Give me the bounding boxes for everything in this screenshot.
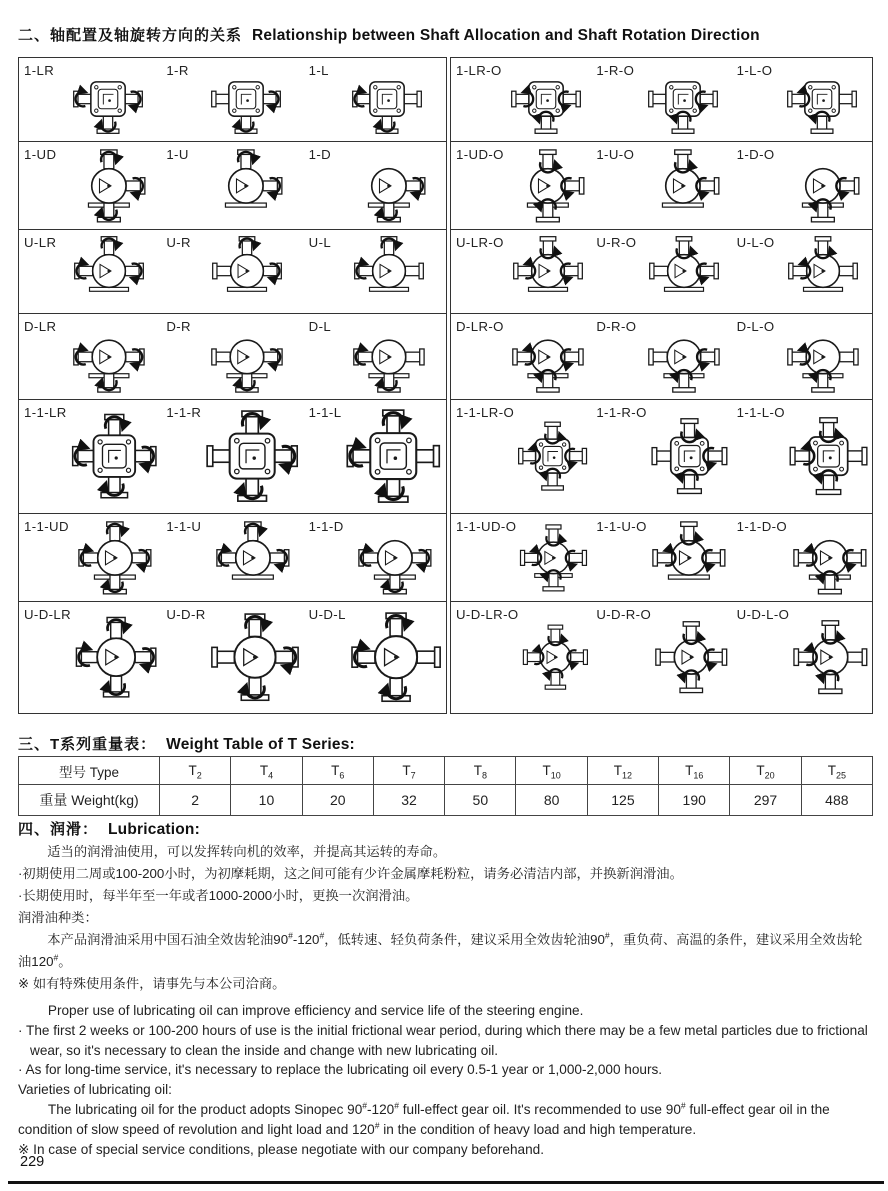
gearbox-diagram bbox=[644, 317, 724, 397]
lubrication-line: ·初期使用二周或100-200小时，为初摩耗期，这之间可能有少许金属摩耗粉粒，请务必清洁内部，并换新润滑油。 bbox=[18, 866, 683, 881]
shaft-config-label: D-L-O bbox=[736, 319, 775, 334]
shaft-config-cell-U-L-O bbox=[732, 230, 872, 313]
gearbox-diagram bbox=[514, 403, 591, 509]
gearbox-diagram-wrap bbox=[775, 142, 872, 229]
gearbox-diagram-wrap bbox=[502, 58, 592, 141]
shaft-config-row bbox=[19, 513, 446, 601]
gearbox-diagram-wrap bbox=[775, 230, 872, 313]
shaft-config-label: 1-1-L bbox=[308, 405, 342, 420]
shaft-config-label: 1-1-R-O bbox=[596, 405, 647, 420]
shaft-config-label: 1-U bbox=[166, 147, 189, 162]
gearbox-diagram-wrap bbox=[636, 314, 731, 399]
shaft-config-label: U-D-L bbox=[308, 607, 346, 622]
gearbox-diagram bbox=[70, 232, 148, 310]
section3-heading bbox=[18, 733, 355, 754]
type-cell: $T_7$ bbox=[373, 757, 444, 785]
gearbox-diagram bbox=[785, 403, 872, 509]
shaft-config-label: U-R bbox=[166, 235, 191, 250]
lubrication-text-chinese bbox=[18, 841, 874, 995]
weight-table-weight-row bbox=[19, 785, 873, 816]
gearbox-diagram-wrap bbox=[341, 400, 446, 513]
shaft-config-cell-U-D-R bbox=[161, 602, 303, 713]
shaft-config-label: D-R-O bbox=[596, 319, 637, 334]
gearbox-diagram bbox=[516, 517, 591, 599]
type-cell: $T_{12}$ bbox=[587, 757, 658, 785]
weight-row-header: 重量 Weight(kg) bbox=[19, 785, 160, 816]
shaft-config-label: U-D-R-O bbox=[596, 607, 652, 622]
shaft-config-row bbox=[19, 229, 446, 313]
shaft-config-label: 1-1-LR-O bbox=[456, 405, 515, 420]
shaft-config-cell-1-UD bbox=[19, 142, 161, 229]
gearbox-diagram-wrap bbox=[56, 230, 161, 313]
lubrication-line: ·长期使用时，每半年至一年或者1000-2000小时，更换一次润滑油。 bbox=[18, 888, 419, 903]
gearbox-diagram bbox=[71, 605, 161, 709]
weight-cell: 190 bbox=[659, 785, 730, 816]
shaft-config-cell-1-L-O bbox=[732, 58, 872, 141]
shaft-config-cell-1-U-O bbox=[591, 142, 731, 229]
shaft-config-row bbox=[451, 141, 872, 229]
gearbox-diagram-wrap bbox=[651, 602, 732, 713]
shaft-config-cell-1-1-U bbox=[161, 514, 303, 601]
lubrication-line: 适当的润滑油使用，可以发挥转向机的效率，并提高其运转的寿命。 bbox=[47, 844, 447, 859]
gearbox-diagram bbox=[645, 232, 723, 310]
shaft-config-cell-1-1-U-O bbox=[591, 514, 731, 601]
shaft-config-row bbox=[19, 399, 446, 513]
shaft-config-row bbox=[451, 601, 872, 713]
weight-table-type-row bbox=[19, 757, 873, 785]
section2-heading-zh: 二、轴配置及轴旋转方向的关系 bbox=[18, 27, 243, 44]
weight-cell: 488 bbox=[801, 785, 872, 816]
shaft-config-row bbox=[19, 601, 446, 713]
shaft-config-cell-U-D-LR bbox=[19, 602, 161, 713]
shaft-config-label: 1-L bbox=[308, 63, 329, 78]
shaft-config-label: 1-1-U-O bbox=[596, 519, 647, 534]
shaft-config-panel-left bbox=[18, 57, 447, 714]
gearbox-diagram bbox=[789, 517, 871, 599]
shaft-config-cell-D-LR bbox=[19, 314, 161, 399]
weight-table bbox=[18, 756, 873, 816]
gearbox-diagram bbox=[519, 605, 592, 709]
weight-cell: 2 bbox=[160, 785, 231, 816]
shaft-config-label: 1-1-L-O bbox=[736, 405, 785, 420]
type-row-header: 型号 Type bbox=[19, 757, 160, 785]
shaft-config-cell-1-LR-O bbox=[451, 58, 591, 141]
gearbox-diagram bbox=[644, 60, 722, 138]
shaft-config-cell-U-LR bbox=[19, 230, 161, 313]
gearbox-diagram-wrap bbox=[71, 602, 161, 713]
gearbox-diagram bbox=[208, 232, 286, 310]
weight-cell: 32 bbox=[373, 785, 444, 816]
gearbox-diagram-wrap bbox=[504, 230, 592, 313]
shaft-config-cell-1-1-UD-O bbox=[451, 514, 591, 601]
type-cell: $T_8$ bbox=[445, 757, 516, 785]
lubrication-line: · The first 2 weeks or 100-200 hours of use is the initial frictional wear period, during which there may be a few metal particles due to frictional wear, so it's necessary to clean the inside and change with new lubricating oil. bbox=[18, 1022, 868, 1058]
gearbox-diagram bbox=[205, 145, 287, 227]
shaft-config-row bbox=[451, 313, 872, 399]
gearbox-diagram-wrap bbox=[346, 602, 446, 713]
gearbox-diagram bbox=[201, 403, 303, 509]
gearbox-diagram-wrap bbox=[789, 602, 872, 713]
shaft-config-cell-D-R bbox=[161, 314, 303, 399]
section3-heading-en: Weight Table of T Series: bbox=[166, 736, 355, 753]
shaft-config-cell-1-1-UD bbox=[19, 514, 161, 601]
section3-heading-zh: 三、T系列重量表： bbox=[18, 736, 157, 753]
type-cell: $T_{20}$ bbox=[730, 757, 801, 785]
shaft-config-label: U-D-L-O bbox=[736, 607, 790, 622]
lubrication-line: ※ 如有特殊使用条件，请事先与本公司洽商。 bbox=[18, 976, 286, 991]
gearbox-diagram-wrap bbox=[331, 230, 446, 313]
gearbox-diagram bbox=[348, 145, 430, 227]
shaft-config-label: U-R-O bbox=[596, 235, 637, 250]
shaft-config-label: D-R bbox=[166, 319, 191, 334]
lubrication-line: 润滑油种类： bbox=[18, 910, 98, 925]
gearbox-diagram bbox=[789, 605, 872, 709]
lubrication-line: · As for long-time service, it's necessary to replace the lubricating oil every 0.5-1 year or 1,000-2,000 hours. bbox=[18, 1062, 663, 1078]
gearbox-diagram-wrap bbox=[504, 314, 592, 399]
shaft-config-label: 1-1-LR bbox=[24, 405, 67, 420]
shaft-config-cell-1-1-D-O bbox=[732, 514, 872, 601]
lubrication-text-english bbox=[18, 1001, 874, 1159]
gearbox-diagram bbox=[74, 517, 156, 599]
shaft-config-cell-1-L bbox=[304, 58, 446, 141]
page-bottom-rule bbox=[8, 1181, 884, 1184]
shaft-config-row bbox=[451, 229, 872, 313]
type-cell: $T_{16}$ bbox=[659, 757, 730, 785]
shaft-config-row bbox=[451, 399, 872, 513]
gearbox-diagram-wrap bbox=[647, 514, 732, 601]
gearbox-diagram-wrap bbox=[206, 602, 304, 713]
gearbox-diagram bbox=[341, 403, 446, 509]
gearbox-diagram-wrap bbox=[331, 314, 446, 399]
shaft-config-label: 1-L-O bbox=[736, 63, 773, 78]
gearbox-diagram bbox=[784, 232, 862, 310]
shaft-config-label: 1-UD-O bbox=[456, 147, 504, 162]
shaft-config-cell-1-LR bbox=[19, 58, 161, 141]
shaft-config-cell-U-L bbox=[304, 230, 446, 313]
gearbox-diagram bbox=[651, 605, 732, 709]
shaft-config-cell-U-R-O bbox=[591, 230, 731, 313]
gearbox-diagram-wrap bbox=[189, 142, 304, 229]
shaft-config-label: 1-UD bbox=[24, 147, 57, 162]
shaft-config-label: D-L bbox=[308, 319, 332, 334]
shaft-config-label: D-LR-O bbox=[456, 319, 504, 334]
gearbox-diagram bbox=[68, 145, 150, 227]
shaft-config-label: D-LR bbox=[24, 319, 57, 334]
shaft-config-cell-1-U bbox=[161, 142, 303, 229]
shaft-config-cell-U-D-LR-O bbox=[451, 602, 591, 713]
shaft-config-cell-1-1-D bbox=[304, 514, 446, 601]
shaft-config-cell-1-1-L-O bbox=[732, 400, 872, 513]
shaft-config-cell-D-R-O bbox=[591, 314, 731, 399]
shaft-config-label: U-LR-O bbox=[456, 235, 504, 250]
gearbox-diagram-wrap bbox=[634, 142, 731, 229]
shaft-config-cell-U-LR-O bbox=[451, 230, 591, 313]
shaft-config-label: U-L bbox=[308, 235, 332, 250]
type-cell: $T_6$ bbox=[302, 757, 373, 785]
shaft-config-label: U-D-LR bbox=[24, 607, 72, 622]
gearbox-diagram-wrap bbox=[201, 514, 303, 601]
type-cell: $T_2$ bbox=[160, 757, 231, 785]
gearbox-diagram bbox=[782, 145, 864, 227]
shaft-config-label: 1-LR-O bbox=[456, 63, 502, 78]
gearbox-diagram-wrap bbox=[191, 314, 304, 399]
shaft-config-cell-1-R-O bbox=[591, 58, 731, 141]
gearbox-diagram-wrap bbox=[344, 514, 446, 601]
page-number: 229 bbox=[20, 1154, 45, 1170]
shaft-config-cell-D-L bbox=[304, 314, 446, 399]
gearbox-diagram-wrap bbox=[634, 58, 731, 141]
shaft-config-label: 1-1-D bbox=[308, 519, 344, 534]
shaft-config-row bbox=[451, 513, 872, 601]
shaft-config-cell-1-D-O bbox=[732, 142, 872, 229]
gearbox-diagram bbox=[509, 232, 587, 310]
gearbox-diagram-wrap bbox=[331, 142, 446, 229]
gearbox-diagram-wrap bbox=[772, 58, 872, 141]
shaft-config-cell-U-D-L-O bbox=[732, 602, 872, 713]
gearbox-diagram-wrap bbox=[67, 400, 162, 513]
shaft-config-cell-1-1-LR bbox=[19, 400, 161, 513]
gearbox-diagram bbox=[348, 60, 426, 138]
shaft-configuration-grid bbox=[18, 57, 873, 714]
shaft-config-cell-1-1-LR-O bbox=[451, 400, 591, 513]
gearbox-diagram-wrap bbox=[775, 314, 872, 399]
shaft-config-row bbox=[19, 58, 446, 141]
shaft-config-label: 1-1-UD bbox=[24, 519, 69, 534]
type-cell: $T_{10}$ bbox=[516, 757, 587, 785]
shaft-config-row bbox=[451, 58, 872, 141]
shaft-config-cell-1-1-R bbox=[161, 400, 303, 513]
gearbox-diagram-wrap bbox=[54, 58, 161, 141]
gearbox-diagram-wrap bbox=[636, 230, 731, 313]
lubrication-line: 本产品润滑油采用中国石油全效齿轮油90#-120#，低转速、轻负荷条件，建议采用全效齿轮油90#，重负荷、高温的条件，建议采用全效齿轮油120#。 bbox=[18, 930, 863, 969]
gearbox-diagram bbox=[354, 517, 436, 599]
shaft-config-cell-U-D-L bbox=[304, 602, 446, 713]
gearbox-diagram-wrap bbox=[647, 400, 732, 513]
gearbox-diagram bbox=[647, 403, 732, 509]
lubrication-line: The lubricating oil for the product adopts Sinopec 90#-120# full-effect gear oil. It's recommended to use 90# full-effect gear oil in the condition of slow speed of revolution and light load and 120# in the condition of heavy load and high temperature. bbox=[18, 1100, 830, 1137]
lubrication-line: Proper use of lubricating oil can improve efficiency and service life of the steering engine. bbox=[47, 1003, 584, 1018]
lubrication-line: Varieties of lubricating oil: bbox=[18, 1082, 172, 1098]
shaft-config-label: 1-U-O bbox=[596, 147, 635, 162]
gearbox-diagram-wrap bbox=[56, 314, 161, 399]
shaft-config-label: U-LR bbox=[24, 235, 57, 250]
gearbox-diagram bbox=[212, 517, 294, 599]
gearbox-diagram bbox=[67, 403, 162, 509]
shaft-config-cell-D-LR-O bbox=[451, 314, 591, 399]
weight-cell: 50 bbox=[445, 785, 516, 816]
gearbox-diagram-wrap bbox=[56, 142, 161, 229]
shaft-config-panel-right bbox=[450, 57, 873, 714]
gearbox-diagram bbox=[783, 60, 861, 138]
section2-heading bbox=[18, 24, 760, 45]
weight-cell: 10 bbox=[231, 785, 302, 816]
section4-heading-en: Lubrication: bbox=[108, 821, 200, 838]
gearbox-diagram-wrap bbox=[504, 142, 592, 229]
gearbox-diagram-wrap bbox=[514, 400, 591, 513]
type-cell: $T_{25}$ bbox=[801, 757, 872, 785]
gearbox-diagram-wrap bbox=[329, 58, 446, 141]
section4-heading-zh: 四、润滑： bbox=[18, 821, 99, 838]
gearbox-diagram-wrap bbox=[516, 514, 591, 601]
shaft-config-row bbox=[19, 313, 446, 399]
shaft-config-row bbox=[19, 141, 446, 229]
shaft-config-cell-1-R bbox=[161, 58, 303, 141]
gearbox-diagram bbox=[648, 517, 730, 599]
shaft-config-label: 1-1-U bbox=[166, 519, 202, 534]
shaft-config-label: 1-1-UD-O bbox=[456, 519, 517, 534]
gearbox-diagram bbox=[350, 232, 428, 310]
gearbox-diagram-wrap bbox=[189, 58, 304, 141]
gearbox-diagram bbox=[69, 60, 147, 138]
shaft-config-cell-U-R bbox=[161, 230, 303, 313]
weight-cell: 20 bbox=[302, 785, 373, 816]
gearbox-diagram bbox=[507, 145, 589, 227]
lubrication-text bbox=[18, 841, 874, 1159]
shaft-config-label: U-D-R bbox=[166, 607, 206, 622]
shaft-config-label: U-D-LR-O bbox=[456, 607, 519, 622]
shaft-config-label: 1-D-O bbox=[736, 147, 775, 162]
gearbox-diagram-wrap bbox=[191, 230, 304, 313]
shaft-config-label: 1-R bbox=[166, 63, 189, 78]
shaft-config-label: 1-1-R bbox=[166, 405, 202, 420]
gearbox-diagram bbox=[507, 60, 585, 138]
shaft-config-label: U-L-O bbox=[736, 235, 775, 250]
section4-heading bbox=[18, 818, 200, 839]
shaft-config-cell-D-L-O bbox=[732, 314, 872, 399]
gearbox-diagram bbox=[642, 145, 724, 227]
shaft-config-label: 1-LR bbox=[24, 63, 55, 78]
shaft-config-cell-1-1-L bbox=[304, 400, 446, 513]
shaft-config-cell-U-D-R-O bbox=[591, 602, 731, 713]
shaft-config-label: 1-D bbox=[308, 147, 332, 162]
section2-heading-en: Relationship between Shaft Allocation and Shaft Rotation Direction bbox=[252, 27, 760, 44]
gearbox-diagram bbox=[783, 317, 863, 397]
gearbox-diagram-wrap bbox=[201, 400, 303, 513]
type-cell: $T_4$ bbox=[231, 757, 302, 785]
shaft-config-cell-1-D bbox=[304, 142, 446, 229]
gearbox-diagram bbox=[349, 317, 429, 397]
gearbox-diagram bbox=[207, 317, 287, 397]
gearbox-diagram bbox=[206, 605, 304, 709]
gearbox-diagram bbox=[508, 317, 588, 397]
shaft-config-cell-1-1-R-O bbox=[591, 400, 731, 513]
gearbox-diagram-wrap bbox=[519, 602, 592, 713]
gearbox-diagram-wrap bbox=[69, 514, 161, 601]
gearbox-diagram bbox=[69, 317, 149, 397]
gearbox-diagram bbox=[207, 60, 285, 138]
shaft-config-label: 1-1-D-O bbox=[736, 519, 788, 534]
weight-cell: 125 bbox=[587, 785, 658, 816]
shaft-config-label: 1-R-O bbox=[596, 63, 635, 78]
gearbox-diagram-wrap bbox=[785, 400, 872, 513]
shaft-config-cell-1-UD-O bbox=[451, 142, 591, 229]
gearbox-diagram bbox=[346, 605, 446, 709]
weight-cell: 297 bbox=[730, 785, 801, 816]
weight-cell: 80 bbox=[516, 785, 587, 816]
gearbox-diagram-wrap bbox=[787, 514, 872, 601]
lubrication-line: ※ In case of special service conditions, please negotiate with our company beforehand. bbox=[18, 1141, 544, 1157]
